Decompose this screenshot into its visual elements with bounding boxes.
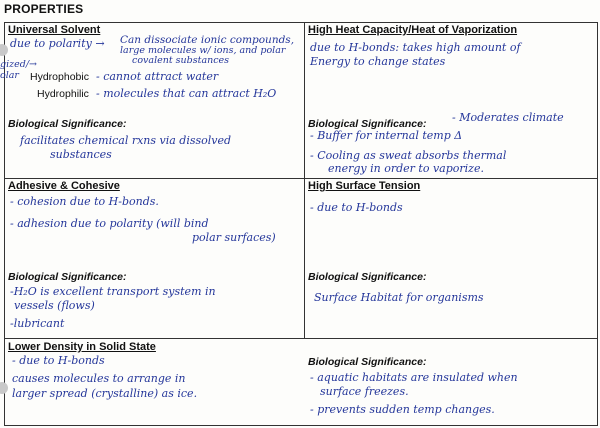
cell-title: High Heat Capacity/Heat of Vaporization <box>308 24 518 36</box>
handwritten-note: due to H-bonds: takes high amount of <box>310 41 521 54</box>
hydrophilic-label: Hydrophilic <box>37 88 89 100</box>
handwritten-note: Can dissociate ionic compounds, <box>120 34 295 46</box>
row-divider <box>4 338 598 339</box>
handwritten-note: - Buffer for internal temp Δ <box>310 129 463 142</box>
handwritten-note: large molecules w/ ions, and polar <box>120 45 286 56</box>
row-divider <box>4 178 598 179</box>
cell-title: Adhesive & Cohesive <box>8 180 120 192</box>
handwritten-note: - due to H-bonds <box>12 354 105 367</box>
handwritten-note: causes molecules to arrange in <box>12 372 186 385</box>
handwritten-note: - aquatic habitats are insulated when <box>310 371 518 384</box>
bio-significance-label: Biological Significance: <box>308 118 427 130</box>
handwritten-note: facilitates chemical rxns via dissolved <box>20 134 232 147</box>
handwritten-note: due to polarity → <box>10 37 105 50</box>
handwritten-note: - prevents sudden temp changes. <box>310 403 495 416</box>
cell-title: Universal Solvent <box>8 24 101 36</box>
page-heading: PROPERTIES <box>4 2 84 16</box>
handwritten-note: vessels (flows) <box>14 299 95 312</box>
bio-significance-label: Biological Significance: <box>8 271 127 283</box>
cell-title: High Surface Tension <box>308 180 421 192</box>
handwritten-note: Energy to change states <box>310 55 446 68</box>
handwritten-note: surface freezes. <box>320 385 409 398</box>
handwritten-note: - Moderates climate <box>452 111 564 124</box>
bio-significance-label: Biological Significance: <box>308 271 427 283</box>
handwritten-note: - molecules that can attract H₂O <box>96 87 277 100</box>
handwritten-note: -lubricant <box>10 317 65 330</box>
handwritten-note: - due to H-bonds <box>310 201 403 214</box>
handwritten-note: larger spread (crystalline) as ice. <box>12 387 198 400</box>
column-divider <box>304 22 305 338</box>
handwritten-note: -H₂O is excellent transport system in <box>10 285 216 298</box>
handwritten-note: substances <box>50 148 112 161</box>
handwritten-note: - adhesion due to polarity (will bind <box>10 217 209 230</box>
handwritten-note: covalent substances <box>132 55 230 66</box>
handwritten-note: polar surfaces) <box>192 231 276 244</box>
handwritten-note: - Cooling as sweat absorbs thermal <box>310 149 507 162</box>
handwritten-note: energy in order to vaporize. <box>328 162 484 175</box>
cell-title: Lower Density in Solid State <box>8 341 156 353</box>
margin-note: gized/→ <box>0 59 37 70</box>
handwritten-note: Surface Habitat for organisms <box>314 291 484 304</box>
bio-significance-label: Biological Significance: <box>308 356 427 368</box>
margin-note: olar <box>0 70 19 81</box>
handwritten-note: - cannot attract water <box>96 70 219 83</box>
hydrophobic-label: Hydrophobic <box>30 71 89 83</box>
handwritten-note: - cohesion due to H-bonds. <box>10 195 159 208</box>
bio-significance-label: Biological Significance: <box>8 118 127 130</box>
